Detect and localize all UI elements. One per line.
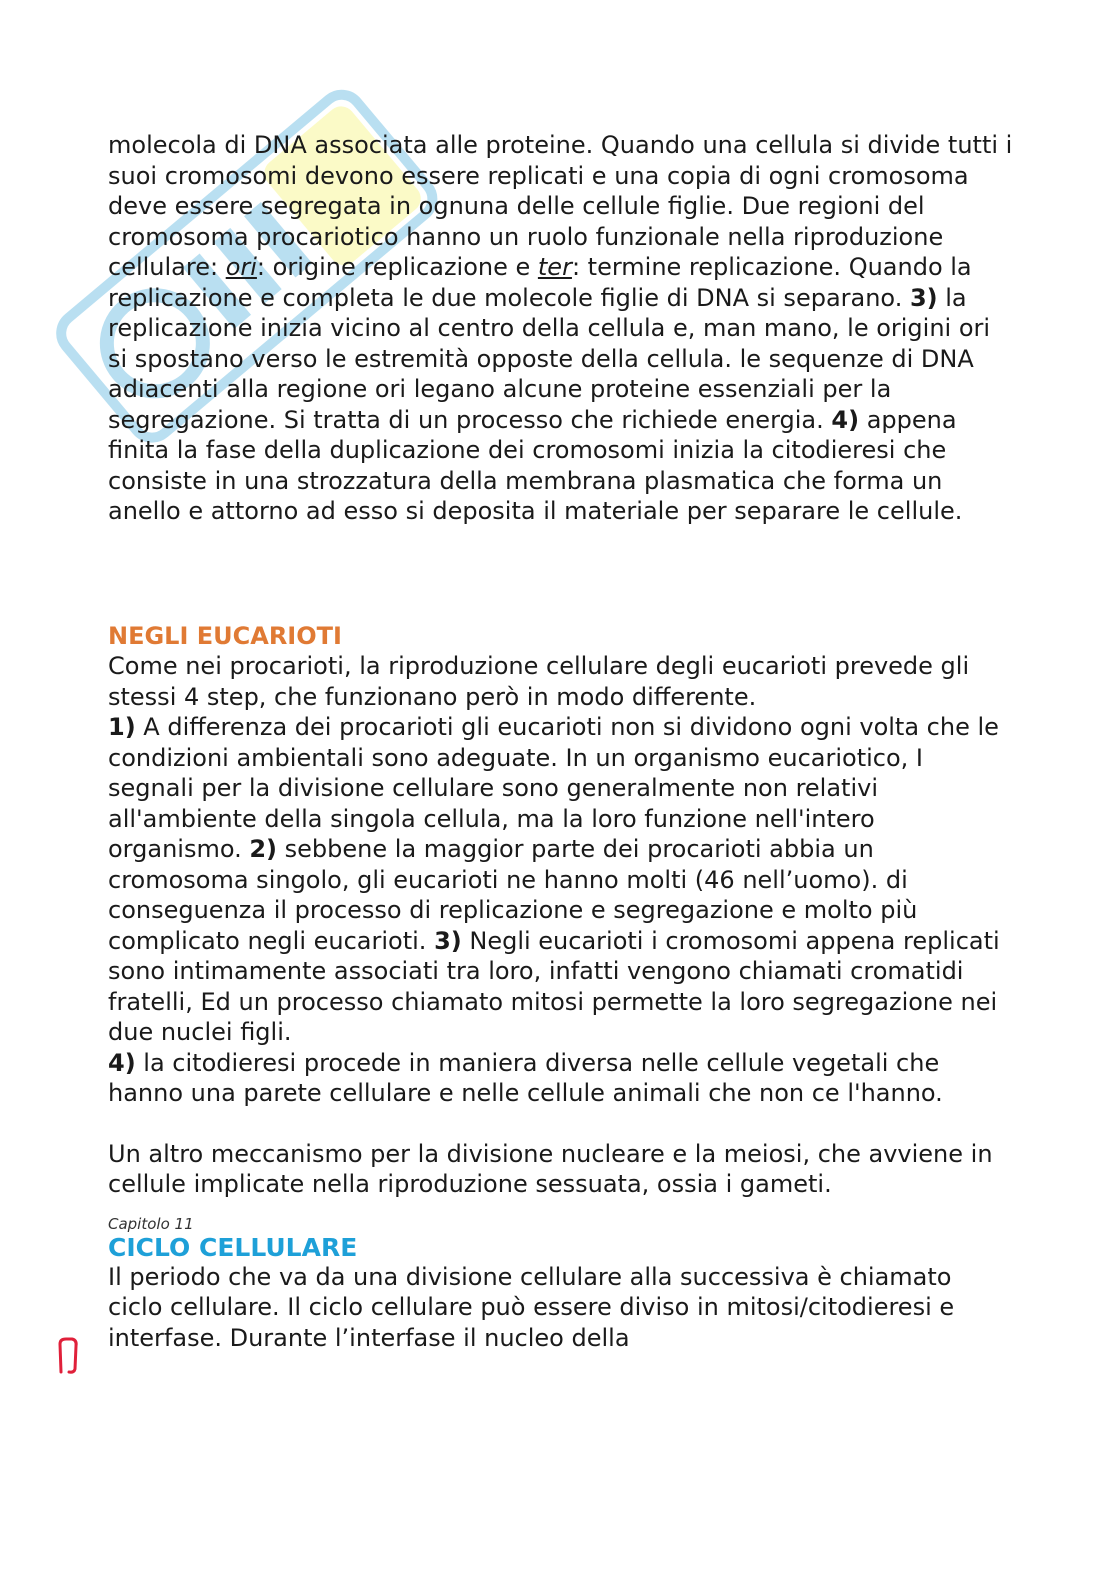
paragraph-eucarioti-intro: Come nei procarioti, la riproduzione cellulare degli eucarioti prevede gli stessi 4 step, che funzionano però in modo differente.: [108, 652, 970, 711]
chapter-label: Capitolo 11: [108, 1214, 194, 1233]
step-number: 3): [909, 283, 938, 312]
step-number: 4): [108, 1048, 136, 1077]
term-ter: ter: [537, 253, 572, 281]
paragraph-meiosi: Un altro meccanismo per la divisione nucleare e la meiosi, che avviene in cellule implicate nella riproduzione sessuata, ossia i gameti.: [108, 1139, 993, 1198]
handwritten-mark-icon: [56, 1336, 82, 1376]
paragraph-procarioti: molecola di DNA associata alle proteine. Quando una cellula si divide tutti i suoi cromosomi devono essere replicati e una copia di ogni cromosoma deve essere segregata in ognuna delle cellule figlie. Due regioni del cromosoma procariotico hanno un ruolo funzionale nella riproduzione cellulare: ori: origine replicazione e ter: termine replicazione. Quando la replicazione e completa le due molecole figlie di DNA si separano. 3) la replicazione inizia vicino al centro della cellula e, man mano, le origini ori si spostano verso le estremità opposte della cellula. le sequenze di DNA adiacenti alla regione ori legano alcune proteine essenziali per la segregazione. Si tratta di un processo che richiede energia. 4) appena finita la fase della duplicazione dei cromosomi inizia la citodieresi che consiste in una strozzatura della membrana plasmatica che forma un anello e attorno ad esso si deposita il materiale per separare le cellule.: [108, 131, 1013, 525]
paragraph-eucarioti-steps: 1) A differenza dei procarioti gli eucarioti non si dividono ogni volta che le condizioni ambientali sono adeguate. In un organismo eucariotico, I segnali per la divisione cellulare sono generalmente non relativi all'ambiente della singola cellula, ma la loro funzione nell'intero organismo. 2) sebbene la maggior parte dei procarioti abbia un cromosoma singolo, gli eucarioti ne hanno molti (46 nell’uomo). di conseguenza il processo di replicazione e segregazione e molto più complicato negli eucarioti. 3) Negli eucarioti i cromosomi appena replicati sono intimamente associati tra loro, infatti vengono chiamati cromatidi fratelli, Ed un processo chiamato mitosi permette la loro segregazione nei due nuclei figli. 4) la citodieresi procede in maniera diversa nelle cellule vegetali che hanno una parete cellulare e nelle cellule animali che non ce l'hanno.: [108, 713, 1000, 1107]
chapter-title: CICLO CELLULARE: [108, 1232, 358, 1262]
step-number: 3): [434, 926, 462, 955]
term-ori: ori: [225, 253, 257, 281]
text-body: [108, 130, 1013, 1353]
step-number: 2): [249, 835, 278, 863]
section-heading-eucarioti: NEGLI EUCARIOTI: [108, 621, 342, 650]
paragraph-ciclo-cellulare: Il periodo che va da una divisione cellulare alla successiva è chiamato ciclo cellulare. Il ciclo cellulare può essere diviso in mitosi/citodieresi e interfase. Durante l’interfase il nucleo della: [108, 1262, 955, 1352]
step-number: 1): [108, 713, 136, 741]
step-number: 4): [831, 405, 860, 434]
